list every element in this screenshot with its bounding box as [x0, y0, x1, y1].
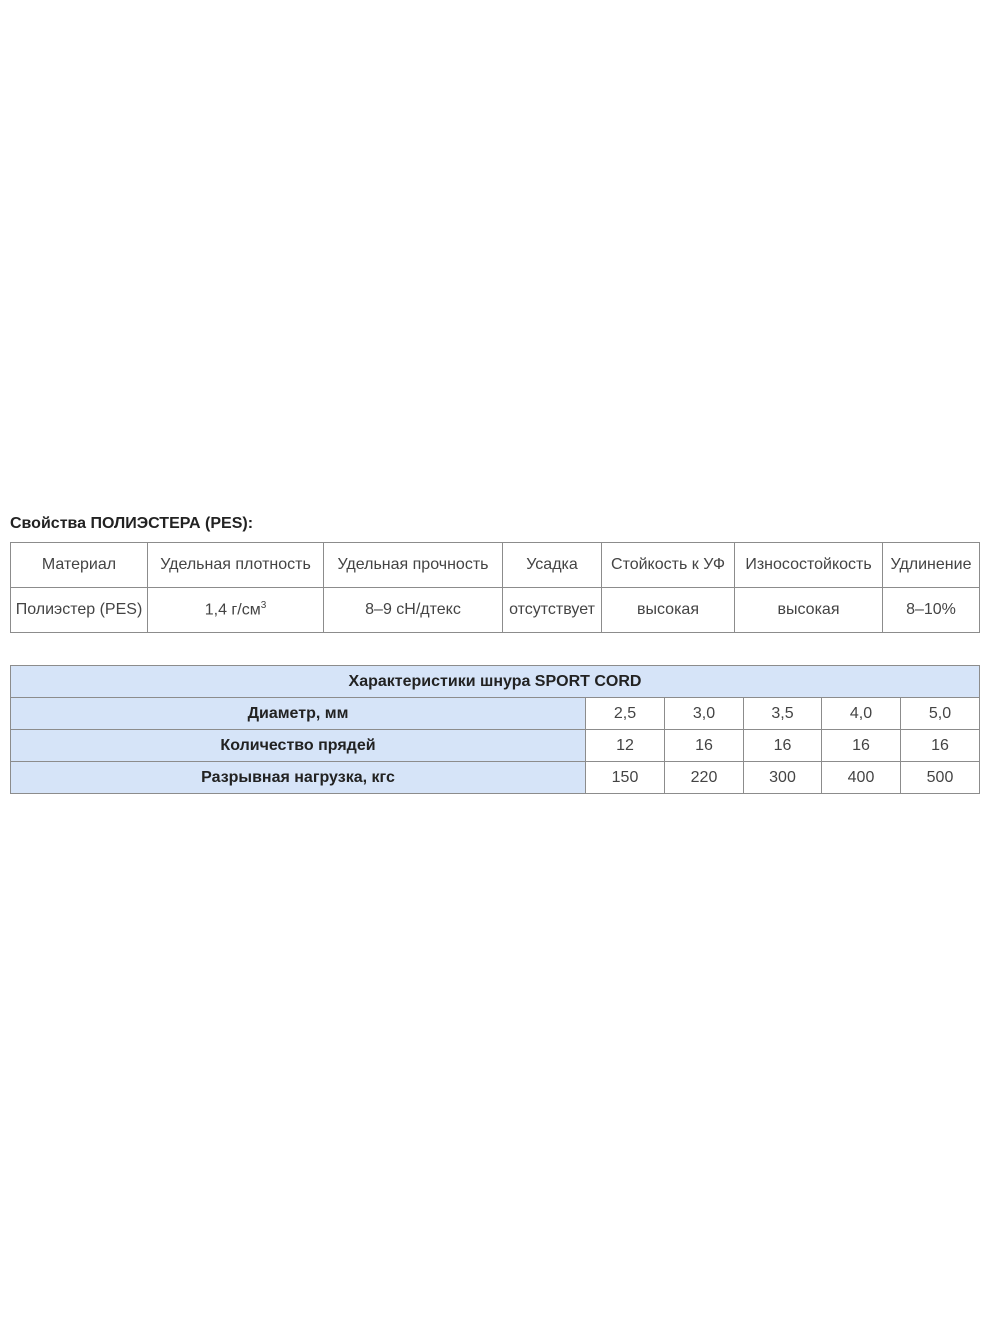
row-label-strands: Количество прядей	[11, 730, 586, 762]
header-cell-elongation: Удлинение	[883, 543, 980, 588]
cell-material: Полиэстер (PES)	[11, 588, 148, 633]
row-label-diameter: Диаметр, мм	[11, 698, 586, 730]
table-row	[11, 762, 980, 794]
header-cell-material: Материал	[11, 543, 148, 588]
value-cell: 2,5	[586, 698, 665, 730]
value-cell: 16	[822, 730, 901, 762]
value-cell: 4,0	[822, 698, 901, 730]
table-row	[11, 588, 980, 633]
value-cell: 5,0	[901, 698, 980, 730]
density-exponent: 3	[260, 600, 267, 612]
value-cell: 16	[665, 730, 744, 762]
table-header-row	[11, 543, 980, 588]
cell-wear-resistance: высокая	[735, 588, 883, 633]
table-row	[11, 730, 980, 762]
value-cell: 16	[744, 730, 822, 762]
header-cell-strength: Удельная прочность	[324, 543, 503, 588]
cell-elongation: 8–10%	[883, 588, 980, 633]
header-cell-wear-resistance: Износостойкость	[735, 543, 883, 588]
cord-table-title: Характеристики шнура SPORT CORD	[11, 666, 980, 698]
value-cell: 150	[586, 762, 665, 794]
row-label-breaking-load: Разрывная нагрузка, кгс	[11, 762, 586, 794]
cell-strength: 8–9 сН/дтекс	[324, 588, 503, 633]
cell-shrinkage: отсутствует	[503, 588, 602, 633]
cell-uv-resistance: высокая	[602, 588, 735, 633]
value-cell: 400	[822, 762, 901, 794]
value-cell: 3,5	[744, 698, 822, 730]
cell-density	[148, 588, 324, 633]
value-cell: 3,0	[665, 698, 744, 730]
sport-cord-table	[10, 665, 980, 794]
cord-caption-row	[11, 666, 980, 698]
header-cell-uv-resistance: Стойкость к УФ	[602, 543, 735, 588]
value-cell: 12	[586, 730, 665, 762]
density-value: 1,4 г/см	[204, 601, 261, 619]
value-cell: 220	[665, 762, 744, 794]
value-cell: 500	[901, 762, 980, 794]
table-row	[11, 698, 980, 730]
header-cell-density: Удельная плотность	[148, 543, 324, 588]
properties-title: Свойства ПОЛИЭСТЕРА (PES):	[10, 515, 254, 532]
polyester-properties-table	[10, 542, 980, 633]
header-cell-shrinkage: Усадка	[503, 543, 602, 588]
value-cell: 16	[901, 730, 980, 762]
value-cell: 300	[744, 762, 822, 794]
